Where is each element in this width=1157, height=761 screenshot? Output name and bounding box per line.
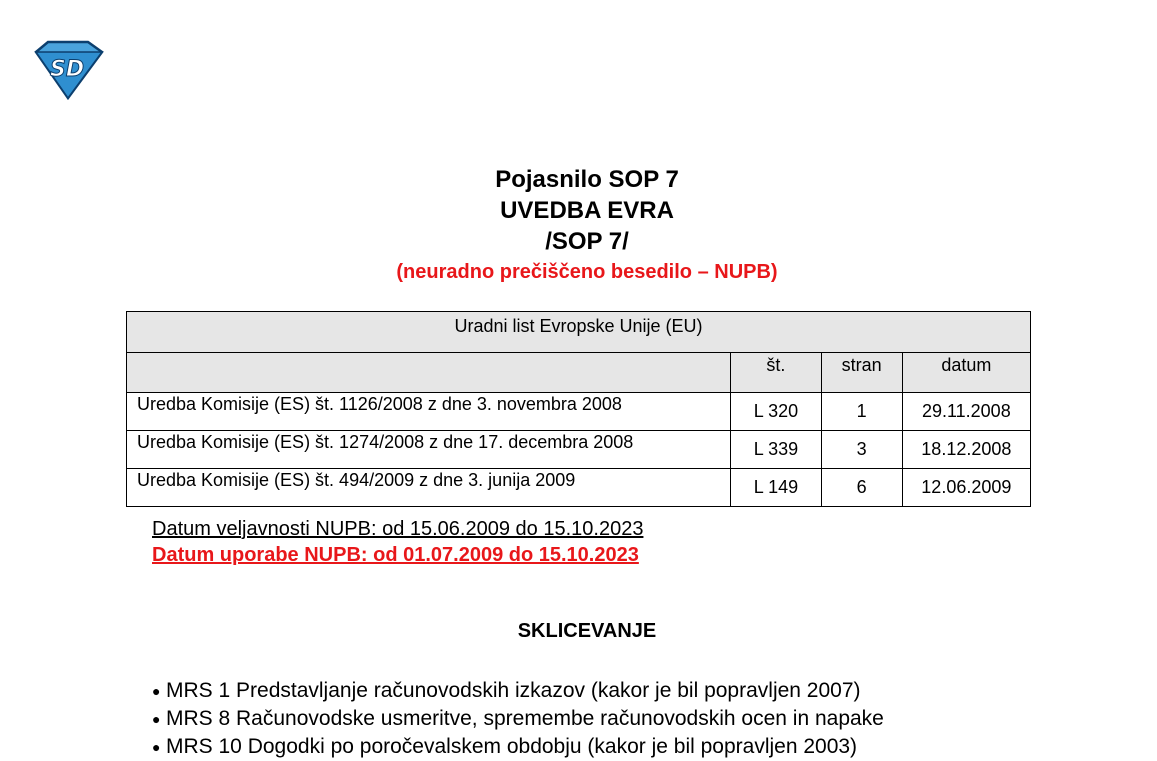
logo-letters: SD xyxy=(50,57,85,82)
journal-number: L 320 xyxy=(731,393,821,431)
publication-date: 12.06.2009 xyxy=(902,469,1030,507)
table-row xyxy=(127,431,1031,469)
bullet-icon: ● xyxy=(152,739,161,755)
list-item xyxy=(152,677,884,705)
reference-text: MRS 8 Računovodske usmeritve, spremembe računovodskih ocen in napake xyxy=(166,707,884,730)
bullet-icon: ● xyxy=(152,683,161,699)
table-row xyxy=(127,469,1031,507)
page-number: 6 xyxy=(821,469,902,507)
section-heading: SKLICEVANJE xyxy=(517,620,657,642)
list-item xyxy=(152,705,884,733)
col-header-stran: stran xyxy=(821,353,902,393)
list-item xyxy=(152,733,884,761)
sd-logo-icon xyxy=(30,40,104,100)
page-number: 3 xyxy=(821,431,902,469)
bullet-icon: ● xyxy=(152,711,161,727)
regulation-name: Uredba Komisije (ES) št. 1274/2008 z dne 17. decembra 2008 xyxy=(127,431,731,469)
reference-text: MRS 1 Predstavljanje računovodskih izkazov (kakor je bil popravljen 2007) xyxy=(166,679,861,702)
title-line-1: Pojasnilo SOP 7 xyxy=(495,166,679,193)
col-header-st: št. xyxy=(731,353,821,393)
validity-dates xyxy=(152,516,643,568)
table-header-blank xyxy=(127,353,731,393)
reference-list xyxy=(152,677,884,761)
page-number: 1 xyxy=(821,393,902,431)
col-header-datum: datum xyxy=(902,353,1030,393)
use-date: Datum uporabe NUPB: od 01.07.2009 do 15.10.2023 xyxy=(152,544,639,566)
title-line-2: UVEDBA EVRA xyxy=(500,197,674,224)
journal-number: L 339 xyxy=(731,431,821,469)
regulation-name: Uredba Komisije (ES) št. 494/2009 z dne 3. junija 2009 xyxy=(127,469,731,507)
journal-number: L 149 xyxy=(731,469,821,507)
document-title-block xyxy=(0,164,1157,287)
table-row xyxy=(127,393,1031,431)
validity-date: Datum veljavnosti NUPB: od 15.06.2009 do 15.10.2023 xyxy=(152,518,644,540)
publication-date: 18.12.2008 xyxy=(902,431,1030,469)
reference-text: MRS 10 Dogodki po poročevalskem obdobju (kakor je bil popravljen 2003) xyxy=(166,735,858,758)
regulation-name: Uredba Komisije (ES) št. 1126/2008 z dne 3. novembra 2008 xyxy=(127,393,731,431)
title-line-3: /SOP 7/ xyxy=(545,228,629,255)
publication-date: 29.11.2008 xyxy=(902,393,1030,431)
document-subtitle: (neuradno prečiščeno besedilo – NUPB) xyxy=(396,261,778,283)
official-journal-table xyxy=(126,311,1031,507)
table-header: Uradni list Evropske Unije (EU) xyxy=(127,312,1031,353)
